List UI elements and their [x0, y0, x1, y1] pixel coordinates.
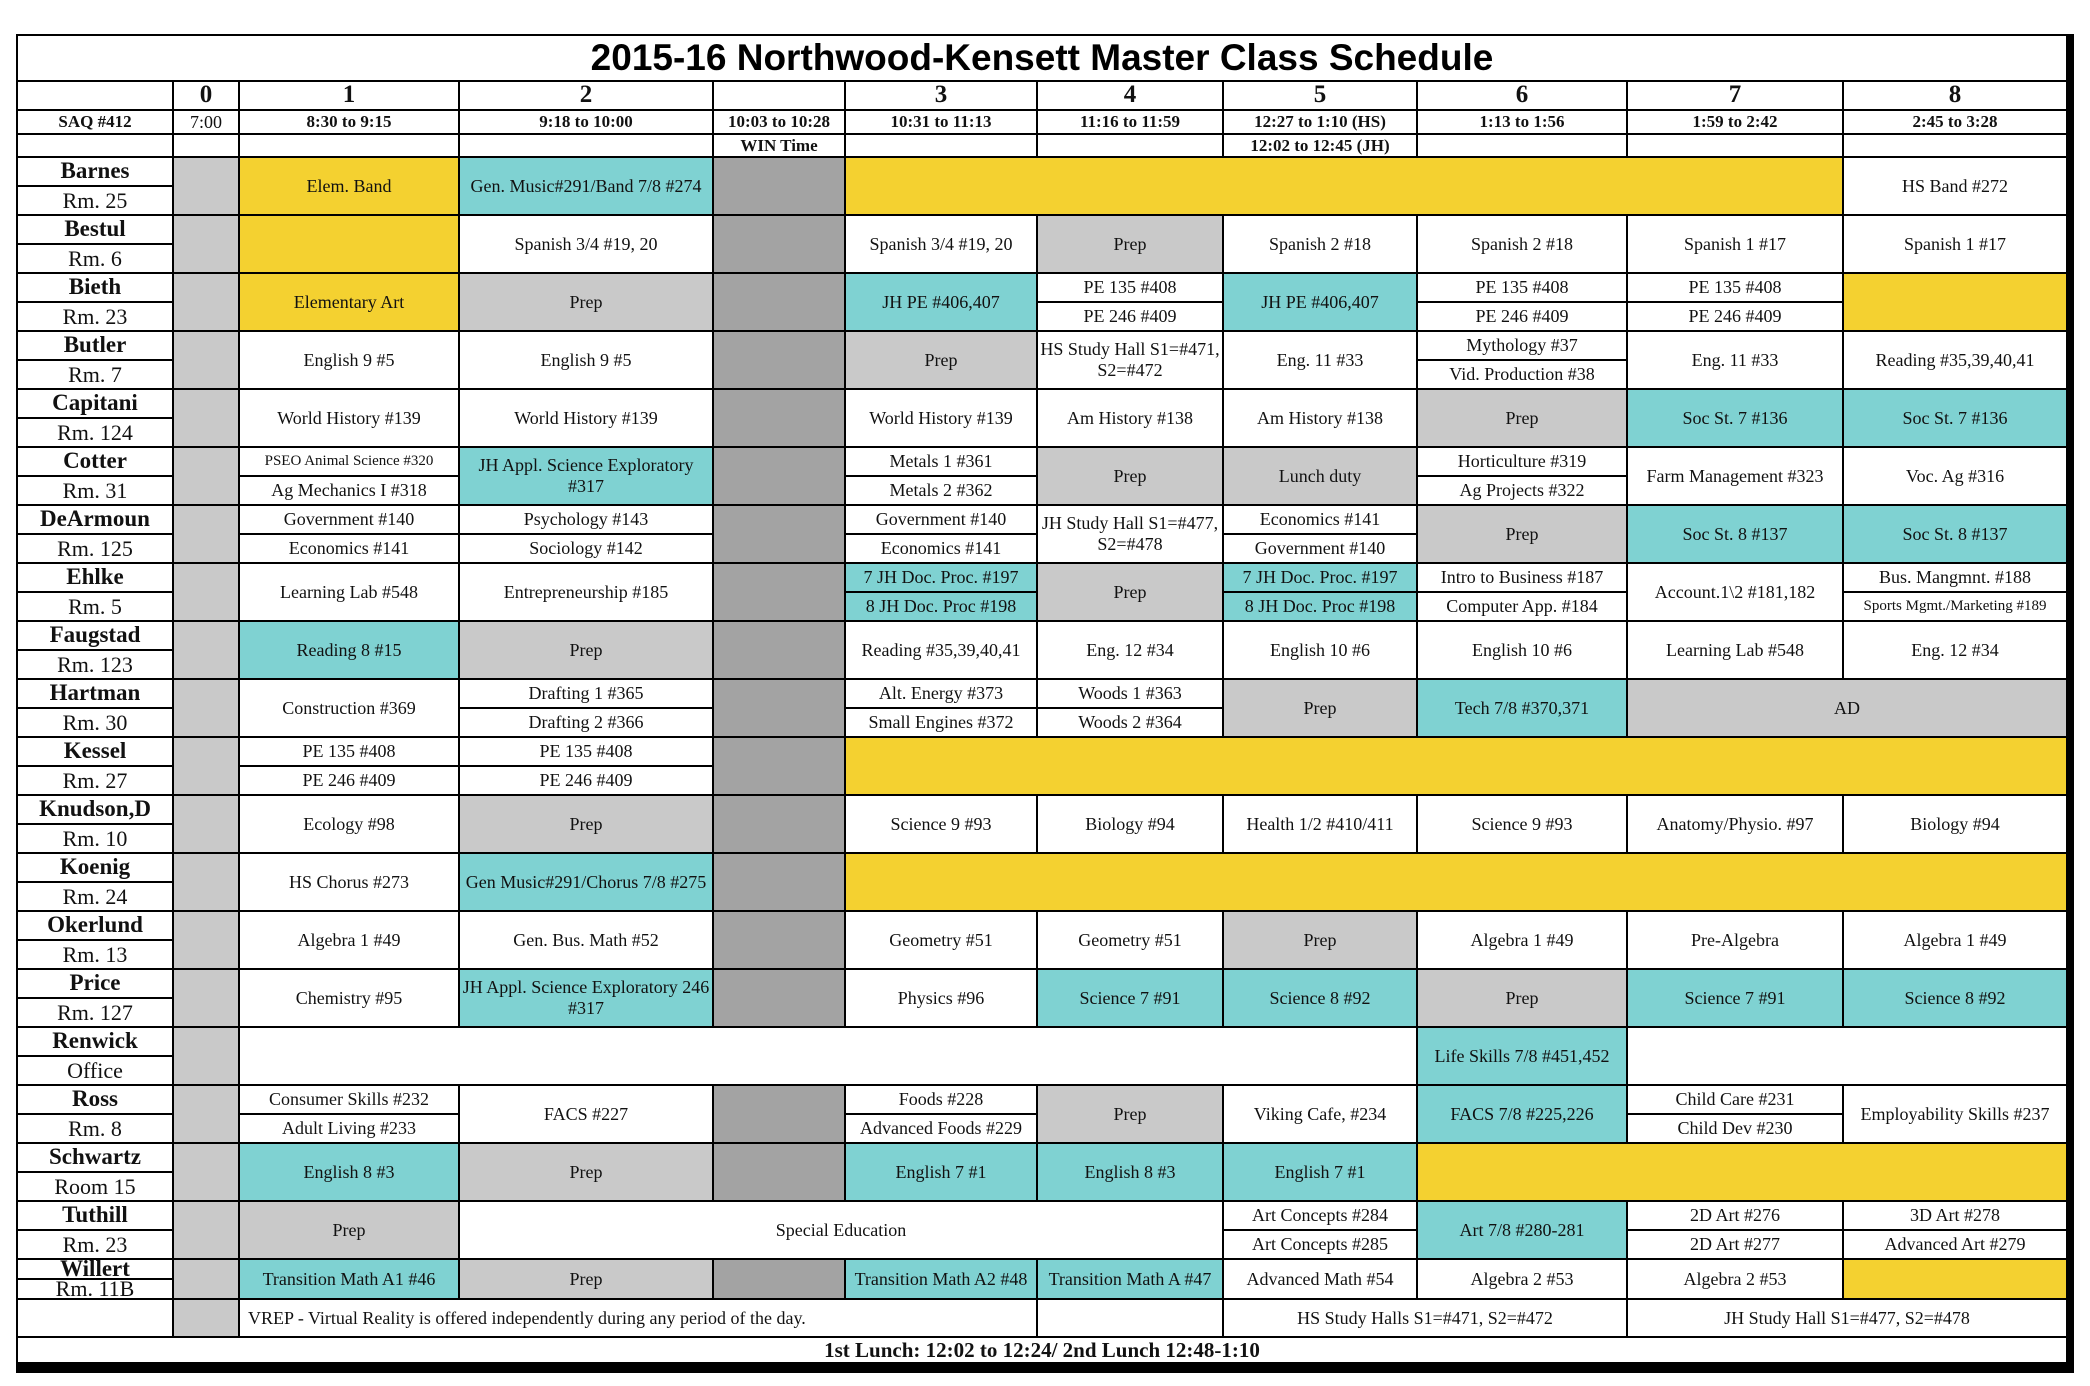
teacher-name: Koenig: [18, 854, 172, 881]
prep-cell: Prep: [460, 1260, 712, 1298]
unassigned-block: [1418, 1144, 2066, 1200]
teacher-room: Rm. 11B: [18, 1280, 172, 1298]
vrep-note: VREP - Virtual Reality is offered independently during any period of the day.: [240, 1300, 1036, 1336]
class-cell: World History #139: [460, 390, 712, 446]
period-0-cell: [174, 1300, 238, 1336]
class-cell: Child Dev #230: [1628, 1115, 1842, 1142]
teacher-room: Rm. 13: [18, 941, 172, 968]
win-time-cell: [714, 332, 844, 388]
class-cell: JH Study Hall S1=#477, S2=#478: [1038, 506, 1222, 562]
class-cell: Elem. Band: [240, 158, 458, 214]
prep-cell: Prep: [1418, 506, 1626, 562]
win-time-cell: [714, 912, 844, 968]
class-cell: Science 9 #93: [846, 796, 1036, 852]
class-cell: Reading 8 #15: [240, 622, 458, 678]
header-blank: [1418, 135, 1626, 156]
class-cell: Mythology #37: [1418, 332, 1626, 359]
prep-cell: Prep: [1418, 390, 1626, 446]
period-time: 10:03 to 10:28: [714, 111, 844, 133]
class-cell: Sports Mgmt./Marketing #189: [1844, 593, 2066, 620]
prep-cell: Prep: [460, 1144, 712, 1200]
class-cell: PE 246 #409: [1038, 303, 1222, 330]
win-time-cell: [714, 970, 844, 1026]
teacher-name: DeArmoun: [18, 506, 172, 533]
class-cell: Health 1/2 #410/411: [1224, 796, 1416, 852]
period-0-cell: [174, 1028, 238, 1084]
class-cell: Algebra 1 #49: [1418, 912, 1626, 968]
prep-cell: Prep: [460, 796, 712, 852]
period-time: 11:16 to 11:59: [1038, 111, 1222, 133]
class-cell: Psychology #143: [460, 506, 712, 533]
class-cell: Science 9 #93: [1418, 796, 1626, 852]
header-blank: [1844, 135, 2066, 156]
class-cell: PE 135 #408: [1038, 274, 1222, 301]
class-cell: Sociology #142: [460, 535, 712, 562]
class-cell: English 9 #5: [460, 332, 712, 388]
class-cell: HS Study Hall S1=#471, S2=#472: [1038, 332, 1222, 388]
teacher-room: Rm. 27: [18, 767, 172, 794]
class-cell: English 7 #1: [1224, 1144, 1416, 1200]
class-cell: Eng. 11 #33: [1224, 332, 1416, 388]
lunch-times: 1st Lunch: 12:02 to 12:24/ 2nd Lunch 12:48-1:10: [18, 1338, 2066, 1362]
page-title: 2015-16 Northwood-Kensett Master Class Schedule: [18, 36, 2066, 80]
class-cell: PE 135 #408: [460, 738, 712, 765]
teacher-name: Cotter: [18, 448, 172, 475]
master-schedule-table: [16, 34, 2074, 1373]
class-cell: Small Engines #372: [846, 709, 1036, 736]
class-cell: Geometry #51: [846, 912, 1036, 968]
class-cell: Spanish 2 #18: [1418, 216, 1626, 272]
class-cell: Vid. Production #38: [1418, 361, 1626, 388]
period-0-cell: [174, 912, 238, 968]
hs-study-hall-note: HS Study Halls S1=#471, S2=#472: [1224, 1300, 1626, 1336]
class-cell: Chemistry #95: [240, 970, 458, 1026]
class-cell: Soc St. 8 #137: [1844, 506, 2066, 562]
footer-blank: [1038, 1300, 1222, 1336]
win-time-cell: [714, 390, 844, 446]
class-cell: Computer App. #184: [1418, 593, 1626, 620]
period-0-cell: [174, 854, 238, 910]
class-cell: Special Education: [460, 1202, 1222, 1258]
class-cell: Soc St. 7 #136: [1844, 390, 2066, 446]
teacher-room: Office: [18, 1057, 172, 1084]
teacher-room: Rm. 25: [18, 187, 172, 214]
class-cell: Tech 7/8 #370,371: [1418, 680, 1626, 736]
header-blank: [174, 135, 238, 156]
teacher-room: Rm. 124: [18, 419, 172, 446]
teacher-name: Kessel: [18, 738, 172, 765]
teacher-room: Rm. 30: [18, 709, 172, 736]
class-cell: FACS #227: [460, 1086, 712, 1142]
teacher-name: Barnes: [18, 158, 172, 185]
prep-cell: Prep: [1038, 564, 1222, 620]
class-cell: Metals 2 #362: [846, 477, 1036, 504]
class-cell: Learning Lab #548: [240, 564, 458, 620]
teacher-room: Rm. 24: [18, 883, 172, 910]
unassigned-block: [1844, 1260, 2066, 1298]
class-cell: PE 246 #409: [460, 767, 712, 794]
class-cell: Biology #94: [1038, 796, 1222, 852]
class-cell: Art 7/8 #280-281: [1418, 1202, 1626, 1258]
class-cell: Transition Math A1 #46: [240, 1260, 458, 1298]
class-cell: Adult Living #233: [240, 1115, 458, 1142]
win-time-cell: [714, 448, 844, 504]
empty-cell: [1628, 1028, 2066, 1084]
class-cell: Soc St. 7 #136: [1628, 390, 1842, 446]
class-cell: Intro to Business #187: [1418, 564, 1626, 591]
prep-cell: Prep: [1224, 912, 1416, 968]
period-0-cell: [174, 390, 238, 446]
class-cell: Art Concepts #284: [1224, 1202, 1416, 1229]
class-cell: Algebra 2 #53: [1628, 1260, 1842, 1298]
unassigned-block: [1844, 274, 2066, 330]
class-cell: PE 246 #409: [1628, 303, 1842, 330]
class-cell: Spanish 1 #17: [1628, 216, 1842, 272]
class-cell: Lunch duty: [1224, 448, 1416, 504]
period-0-cell: [174, 738, 238, 794]
class-cell: Government #140: [846, 506, 1036, 533]
class-cell: PE 246 #409: [240, 767, 458, 794]
class-cell: Science 8 #92: [1844, 970, 2066, 1026]
teacher-name: Schwartz: [18, 1144, 172, 1171]
jh-time-label: 12:02 to 12:45 (JH): [1224, 135, 1416, 156]
period-number-5: 5: [1224, 82, 1416, 109]
teacher-name: Knudson,D: [18, 796, 172, 823]
class-cell: JH PE #406,407: [846, 274, 1036, 330]
header-blank: [18, 135, 172, 156]
period-number-0: 0: [174, 82, 238, 109]
period-0-cell: [174, 564, 238, 620]
class-cell: Anatomy/Physio. #97: [1628, 796, 1842, 852]
period-number-4: 4: [1038, 82, 1222, 109]
win-time-label: WIN Time: [714, 135, 844, 156]
class-cell: Algebra 1 #49: [1844, 912, 2066, 968]
class-cell: PE 135 #408: [240, 738, 458, 765]
period-0-cell: [174, 158, 238, 214]
prep-cell: Prep: [1038, 1086, 1222, 1142]
class-cell: Drafting 2 #366: [460, 709, 712, 736]
class-cell: Reading #35,39,40,41: [846, 622, 1036, 678]
class-cell: JH Appl. Science Exploratory 246 #317: [460, 970, 712, 1026]
teacher-room: Rm. 23: [18, 303, 172, 330]
class-cell: Foods #228: [846, 1086, 1036, 1113]
class-cell: Woods 1 #363: [1038, 680, 1222, 707]
teacher-room: Rm. 10: [18, 825, 172, 852]
unassigned-block: [846, 854, 2066, 910]
footer-blank: [18, 1300, 172, 1336]
period-0-cell: [174, 1260, 238, 1298]
class-cell: Viking Cafe, #234: [1224, 1086, 1416, 1142]
period-number-2: 2: [460, 82, 712, 109]
class-cell: Eng. 12 #34: [1038, 622, 1222, 678]
win-time-cell: [714, 854, 844, 910]
class-cell: Spanish 1 #17: [1844, 216, 2066, 272]
class-cell: English 8 #3: [240, 1144, 458, 1200]
class-cell: Economics #141: [240, 535, 458, 562]
class-cell: 7 JH Doc. Proc. #197: [846, 564, 1036, 591]
teacher-name: Price: [18, 970, 172, 997]
class-cell: Drafting 1 #365: [460, 680, 712, 707]
class-cell: Science 7 #91: [1628, 970, 1842, 1026]
class-cell: 8 JH Doc. Proc #198: [1224, 593, 1416, 620]
win-time-cell: [714, 564, 844, 620]
class-cell: English 10 #6: [1224, 622, 1416, 678]
class-cell: 2D Art #276: [1628, 1202, 1842, 1229]
teacher-name: Ross: [18, 1086, 172, 1113]
teacher-name: Bieth: [18, 274, 172, 301]
period-0-cell: [174, 1202, 238, 1258]
class-cell: AD: [1628, 680, 2066, 736]
teacher-name: Willert: [18, 1260, 172, 1278]
class-cell: 7 JH Doc. Proc. #197: [1224, 564, 1416, 591]
class-cell: Spanish 3/4 #19, 20: [846, 216, 1036, 272]
teacher-name: Faugstad: [18, 622, 172, 649]
class-cell: PE 135 #408: [1418, 274, 1626, 301]
period-number-3: 3: [846, 82, 1036, 109]
period-time: 1:59 to 2:42: [1628, 111, 1842, 133]
teacher-name: Hartman: [18, 680, 172, 707]
teacher-room: Rm. 6: [18, 245, 172, 272]
class-cell: Advanced Art #279: [1844, 1231, 2066, 1258]
class-cell: Learning Lab #548: [1628, 622, 1842, 678]
win-time-cell: [714, 1144, 844, 1200]
class-cell: 2D Art #277: [1628, 1231, 1842, 1258]
class-cell: JH Appl. Science Exploratory #317: [460, 448, 712, 504]
period-number-6: 6: [1418, 82, 1626, 109]
class-cell: Alt. Energy #373: [846, 680, 1036, 707]
unassigned-block: [846, 738, 2066, 794]
empty-cell: [240, 1028, 1416, 1084]
prep-cell: Prep: [1038, 448, 1222, 504]
class-cell: Transition Math A2 #48: [846, 1260, 1036, 1298]
class-cell: Government #140: [1224, 535, 1416, 562]
class-cell: Advanced Math #54: [1224, 1260, 1416, 1298]
period-0-cell: [174, 970, 238, 1026]
teacher-name: Okerlund: [18, 912, 172, 939]
class-cell: 8 JH Doc. Proc #198: [846, 593, 1036, 620]
class-cell: Eng. 12 #34: [1844, 622, 2066, 678]
class-cell: Bus. Mangmnt. #188: [1844, 564, 2066, 591]
period-time: 8:30 to 9:15: [240, 111, 458, 133]
prep-cell: Prep: [1418, 970, 1626, 1026]
win-time-cell: [714, 158, 844, 214]
class-cell: JH PE #406,407: [1224, 274, 1416, 330]
win-time-cell: [714, 680, 844, 736]
class-cell: Pre-Algebra: [1628, 912, 1842, 968]
class-cell: Am History #138: [1038, 390, 1222, 446]
class-cell: Ag Mechanics I #318: [240, 477, 458, 504]
class-cell: Child Care #231: [1628, 1086, 1842, 1113]
prep-cell: Prep: [1038, 216, 1222, 272]
class-cell: Algebra 1 #49: [240, 912, 458, 968]
class-cell: Metals 1 #361: [846, 448, 1036, 475]
teacher-room: Rm. 7: [18, 361, 172, 388]
win-time-cell: [714, 274, 844, 330]
class-cell: Spanish 2 #18: [1224, 216, 1416, 272]
class-cell: English 7 #1: [846, 1144, 1036, 1200]
class-cell: Reading #35,39,40,41: [1844, 332, 2066, 388]
unassigned-block: [846, 158, 1842, 214]
win-time-cell: [714, 1260, 844, 1298]
class-cell: HS Band #272: [1844, 158, 2066, 214]
class-cell: Woods 2 #364: [1038, 709, 1222, 736]
class-cell: Government #140: [240, 506, 458, 533]
win-time-cell: [714, 738, 844, 794]
period-number-1: 1: [240, 82, 458, 109]
teacher-room: Rm. 23: [18, 1231, 172, 1258]
teacher-room: Rm. 125: [18, 535, 172, 562]
period-0-cell: [174, 216, 238, 272]
class-cell: 3D Art #278: [1844, 1202, 2066, 1229]
class-cell: HS Chorus #273: [240, 854, 458, 910]
class-cell: Ag Projects #322: [1418, 477, 1626, 504]
class-cell: Algebra 2 #53: [1418, 1260, 1626, 1298]
header-blank: [460, 135, 712, 156]
teacher-name: Butler: [18, 332, 172, 359]
class-cell: Farm Management #323: [1628, 448, 1842, 504]
class-cell: Horticulture #319: [1418, 448, 1626, 475]
class-cell: Transition Math A #47: [1038, 1260, 1222, 1298]
period-time: 2:45 to 3:28: [1844, 111, 2066, 133]
teacher-name: Bestul: [18, 216, 172, 243]
win-time-cell: [714, 506, 844, 562]
period-time: 10:31 to 11:13: [846, 111, 1036, 133]
period-time: 9:18 to 10:00: [460, 111, 712, 133]
class-cell: Economics #141: [846, 535, 1036, 562]
period-0-cell: [174, 332, 238, 388]
class-cell: World History #139: [240, 390, 458, 446]
teacher-name: Ehlke: [18, 564, 172, 591]
win-time-cell: [714, 622, 844, 678]
teacher-room: Rm. 127: [18, 999, 172, 1026]
period-number-8: 8: [1844, 82, 2066, 109]
class-cell: Geometry #51: [1038, 912, 1222, 968]
class-cell: Gen Music#291/Chorus 7/8 #275: [460, 854, 712, 910]
teacher-room: Rm. 31: [18, 477, 172, 504]
period-0-cell: [174, 506, 238, 562]
class-cell: Consumer Skills #232: [240, 1086, 458, 1113]
win-time-cell: [714, 216, 844, 272]
header-blank: [846, 135, 1036, 156]
period-0-cell: [174, 1086, 238, 1142]
header-blank: [1628, 135, 1842, 156]
class-cell: PSEO Animal Science #320: [240, 448, 458, 475]
class-cell: Physics #96: [846, 970, 1036, 1026]
teacher-room: Rm. 8: [18, 1115, 172, 1142]
teacher-name: Renwick: [18, 1028, 172, 1055]
class-cell: Entrepreneurship #185: [460, 564, 712, 620]
class-cell: Life Skills 7/8 #451,452: [1418, 1028, 1626, 1084]
class-cell: Advanced Foods #229: [846, 1115, 1036, 1142]
class-cell: Elementary Art: [240, 274, 458, 330]
saq-label: SAQ #412: [18, 111, 172, 133]
class-cell: Eng. 11 #33: [1628, 332, 1842, 388]
prep-cell: Prep: [460, 622, 712, 678]
period-0-cell: [174, 448, 238, 504]
unassigned-block: [240, 216, 458, 272]
class-cell: World History #139: [846, 390, 1036, 446]
period-0-cell: [174, 680, 238, 736]
class-cell: Construction #369: [240, 680, 458, 736]
class-cell: Art Concepts #285: [1224, 1231, 1416, 1258]
jh-study-hall-note: JH Study Hall S1=#477, S2=#478: [1628, 1300, 2066, 1336]
period-0-cell: [174, 274, 238, 330]
teacher-room: Room 15: [18, 1173, 172, 1200]
class-cell: Biology #94: [1844, 796, 2066, 852]
prep-cell: Prep: [1224, 680, 1416, 736]
class-cell: English 9 #5: [240, 332, 458, 388]
class-cell: PE 135 #408: [1628, 274, 1842, 301]
period-0-cell: [174, 796, 238, 852]
header-blank: [18, 82, 172, 109]
class-cell: Science 8 #92: [1224, 970, 1416, 1026]
class-cell: English 8 #3: [1038, 1144, 1222, 1200]
class-cell: PE 246 #409: [1418, 303, 1626, 330]
period-time: 12:27 to 1:10 (HS): [1224, 111, 1416, 133]
class-cell: Soc St. 8 #137: [1628, 506, 1842, 562]
class-cell: Gen. Music#291/Band 7/8 #274: [460, 158, 712, 214]
period-time: 1:13 to 1:56: [1418, 111, 1626, 133]
teacher-room: Rm. 5: [18, 593, 172, 620]
period-0-cell: [174, 622, 238, 678]
period-number-7: 7: [1628, 82, 1842, 109]
teacher-name: Tuthill: [18, 1202, 172, 1229]
prep-cell: Prep: [240, 1202, 458, 1258]
header-blank: [240, 135, 458, 156]
prep-cell: Prep: [460, 274, 712, 330]
class-cell: Employability Skills #237: [1844, 1086, 2066, 1142]
class-cell: Account.1\2 #181,182: [1628, 564, 1842, 620]
class-cell: Am History #138: [1224, 390, 1416, 446]
class-cell: Spanish 3/4 #19, 20: [460, 216, 712, 272]
prep-cell: Prep: [846, 332, 1036, 388]
class-cell: Science 7 #91: [1038, 970, 1222, 1026]
class-cell: Gen. Bus. Math #52: [460, 912, 712, 968]
class-cell: Economics #141: [1224, 506, 1416, 533]
class-cell: FACS 7/8 #225,226: [1418, 1086, 1626, 1142]
teacher-name: Capitani: [18, 390, 172, 417]
win-period-blank: [714, 82, 844, 109]
period-time: 7:00: [174, 111, 238, 133]
header-blank: [1038, 135, 1222, 156]
win-time-cell: [714, 796, 844, 852]
class-cell: Voc. Ag #316: [1844, 448, 2066, 504]
class-cell: Ecology #98: [240, 796, 458, 852]
win-time-cell: [714, 1086, 844, 1142]
teacher-room: Rm. 123: [18, 651, 172, 678]
class-cell: English 10 #6: [1418, 622, 1626, 678]
period-0-cell: [174, 1144, 238, 1200]
